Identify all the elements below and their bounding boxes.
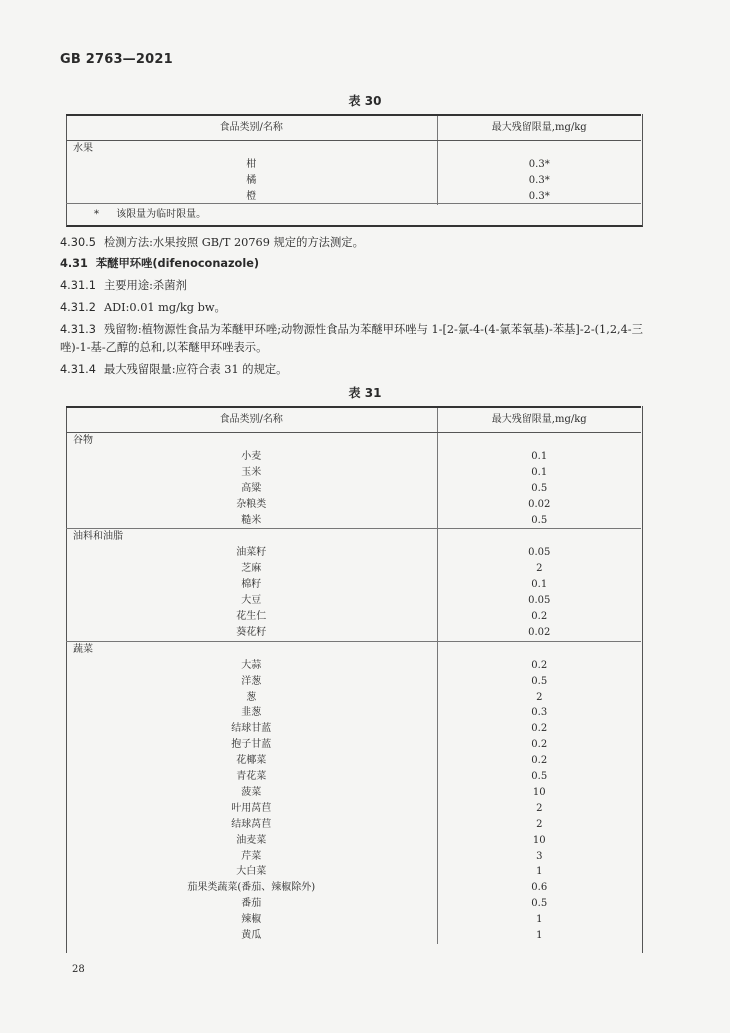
table-row: [66, 753, 641, 769]
table-row: [66, 513, 641, 529]
food-name: 橘: [66, 173, 437, 189]
limit-value: 0.1: [531, 450, 548, 462]
table-row: [66, 833, 641, 849]
table-row: [66, 737, 641, 753]
section-number: 4.31.4: [60, 363, 96, 376]
table-row: [66, 896, 641, 912]
section-heading: 苯醚甲环唑(difenoconazole): [95, 257, 260, 270]
food-name: 花生仁: [66, 609, 437, 625]
food-name: 糙米: [66, 513, 437, 529]
table-row: [66, 481, 641, 497]
table-row: [66, 880, 641, 896]
table-row: [66, 912, 641, 928]
table-row: [66, 658, 641, 674]
table-row: [66, 593, 641, 609]
food-name: 大蒜: [66, 658, 437, 674]
table-row: [66, 545, 641, 561]
limit-value: 0.5: [531, 771, 548, 783]
food-name: 辣椒: [66, 912, 437, 928]
table-31: [66, 406, 641, 944]
food-name: 韭葱: [66, 705, 437, 721]
section-text: 检测方法:水果按照 GB/T 20769 规定的方法测定。: [103, 236, 364, 249]
standard-id: GB 2763—2021: [60, 52, 173, 67]
food-name: 葵花籽: [66, 625, 437, 641]
limit-value: [437, 529, 641, 545]
food-name: 杂粮类: [66, 497, 437, 513]
table-row: [66, 609, 641, 625]
table-row: [66, 801, 641, 817]
limit-value: 0.5: [531, 675, 548, 687]
food-name: 抱子甘蓝: [66, 737, 437, 753]
section-number: 4.31.1: [60, 279, 96, 292]
limit-value: 0.1: [531, 466, 548, 478]
section-4-30-5: [60, 234, 670, 252]
limit-value: 3: [536, 850, 543, 862]
limit-value: 1: [536, 866, 543, 878]
table-30-note: [66, 203, 641, 226]
food-name: 花椰菜: [66, 753, 437, 769]
food-name: 大白菜: [66, 864, 437, 880]
section-4-31-1: [60, 277, 670, 295]
food-name: 柑: [66, 157, 437, 173]
category-name: 蔬菜: [66, 641, 437, 657]
note-text: 该限量为临时限量。: [116, 209, 207, 220]
category-row: [66, 529, 641, 545]
limit-value: 0.3: [531, 707, 548, 719]
limit-value: 0.2: [531, 610, 548, 622]
section-4-31-4: [60, 361, 670, 379]
limit-value: 0.2: [531, 723, 548, 735]
category-name: 谷物: [66, 433, 437, 449]
table-row: [66, 449, 641, 465]
limit-value: 0.05: [528, 547, 551, 559]
section-number: 4.30.5: [60, 236, 96, 249]
limit-value: 0.2: [531, 739, 548, 751]
limit-value: 1: [536, 930, 543, 942]
limit-value: 0.5: [531, 898, 548, 910]
limit-value: 0.3*: [528, 158, 550, 170]
limit-value: 0.1: [531, 579, 548, 591]
limit-value: 0.6: [531, 882, 548, 894]
table-row: [66, 849, 641, 865]
limit-value: 0.5: [531, 482, 548, 494]
table-30: [66, 114, 641, 205]
food-name: 高粱: [66, 481, 437, 497]
section-text: 残留物:植物源性食品为苯醚甲环唑;动物源性食品为苯醚甲环唑与 1-[2-氯-4-(4-氯苯氧基)-苯基]-2-(1,2,4-三唑)-1-基-乙醇的总和,以苯醚甲环唑表示。: [60, 323, 643, 354]
table-31-caption: 表 31: [348, 386, 382, 400]
food-name: 大豆: [66, 593, 437, 609]
section-text: 最大残留限量:应符合表 31 的规定。: [103, 363, 288, 376]
section-number: 4.31.3: [60, 323, 96, 336]
limit-value: 0.2: [531, 755, 548, 767]
table-row: [66, 864, 641, 880]
section-4-31-heading: [60, 255, 670, 273]
table-row: [66, 625, 641, 641]
food-name: 黄瓜: [66, 928, 437, 944]
limit-value: 2: [536, 563, 543, 575]
limit-value: [437, 433, 641, 449]
table-31-header-name: 食品类别/名称: [66, 407, 437, 433]
food-name: 芹菜: [66, 849, 437, 865]
limit-value: 0.05: [528, 595, 551, 607]
note-mark: *: [94, 209, 99, 220]
food-name: 青花菜: [66, 769, 437, 785]
table-row: [66, 785, 641, 801]
limit-value: 2: [536, 802, 543, 814]
section-text: ADI:0.01 mg/kg bw。: [103, 301, 226, 314]
table-row: [66, 157, 641, 173]
table-row: [66, 769, 641, 785]
category-name: 水果: [66, 141, 437, 157]
limit-value: 0.3*: [528, 174, 550, 186]
table-30-header-name: 食品类别/名称: [66, 115, 437, 141]
table-31-header-limit: 最大残留限量,mg/kg: [437, 407, 641, 433]
food-name: 结球甘蓝: [66, 721, 437, 737]
food-name: 油菜籽: [66, 545, 437, 561]
limit-value: 10: [532, 786, 546, 798]
food-name: 棉籽: [66, 577, 437, 593]
section-text: 主要用途:杀菌剂: [103, 279, 187, 292]
table-row: [66, 705, 641, 721]
category-row: [66, 141, 641, 157]
table-30-header-limit: 最大残留限量,mg/kg: [437, 115, 641, 141]
table-30-caption: 表 30: [348, 94, 382, 108]
limit-value: 10: [532, 834, 546, 846]
table-row: [66, 690, 641, 706]
table-row: [66, 674, 641, 690]
section-number: 4.31.2: [60, 301, 96, 314]
section-4-31-2: [60, 299, 670, 317]
food-name: 芝麻: [66, 561, 437, 577]
food-name: 小麦: [66, 449, 437, 465]
limit-value: 0.2: [531, 659, 548, 671]
limit-value: [437, 141, 641, 157]
table-row: [66, 465, 641, 481]
food-name: 洋葱: [66, 674, 437, 690]
limit-value: 1: [536, 914, 543, 926]
table-row: [66, 928, 641, 944]
limit-value: 0.02: [528, 626, 551, 638]
table-row: [66, 721, 641, 737]
limit-value: [437, 641, 641, 657]
section-number: 4.31: [60, 257, 88, 270]
food-name: 叶用莴苣: [66, 801, 437, 817]
food-name: 葱: [66, 690, 437, 706]
category-name: 油料和油脂: [66, 529, 437, 545]
table-row: [66, 173, 641, 189]
table-row: [66, 561, 641, 577]
food-name: 菠菜: [66, 785, 437, 801]
table-row: [66, 577, 641, 593]
limit-value: 0.5: [531, 514, 548, 526]
food-name: 橙: [66, 189, 437, 205]
food-name: 茄果类蔬菜(番茄、辣椒除外): [66, 880, 437, 896]
table-row: [66, 817, 641, 833]
category-row: [66, 641, 641, 657]
limit-value: 2: [536, 818, 543, 830]
limit-value: 0.3*: [528, 190, 550, 202]
limit-value: 2: [536, 691, 543, 703]
table-row: [66, 497, 641, 513]
limit-value: 0.02: [528, 498, 551, 510]
food-name: 结球莴苣: [66, 817, 437, 833]
page-number: 28: [72, 964, 85, 975]
food-name: 油麦菜: [66, 833, 437, 849]
food-name: 玉米: [66, 465, 437, 481]
section-4-31-3: [60, 321, 670, 357]
category-row: [66, 433, 641, 449]
food-name: 番茄: [66, 896, 437, 912]
